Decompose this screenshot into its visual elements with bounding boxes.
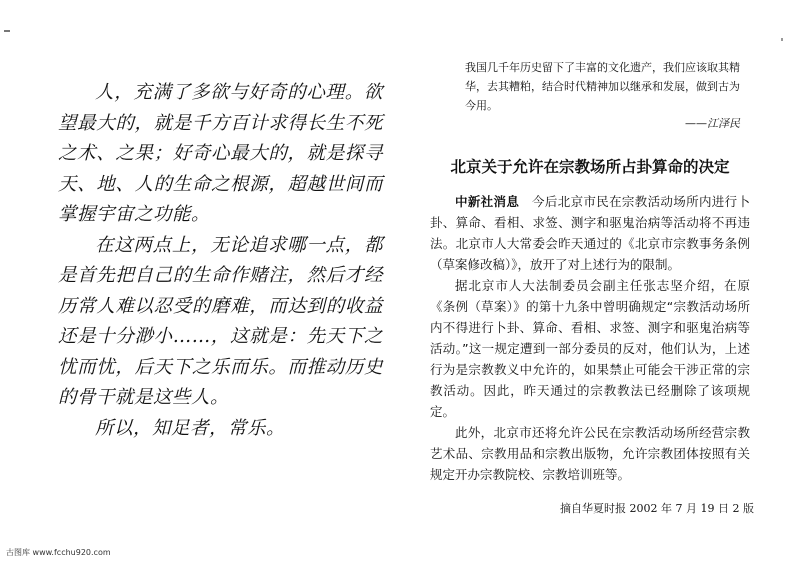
news-clipping-page bbox=[425, 58, 755, 485]
article-paragraph-3: 此外，北京市还将允许公民在宗教活动场所经营宗教艺术品、宗教用品和宗教出版物，允许宗教团体按照有关规定开办宗教院校、宗教培训班等。 bbox=[430, 425, 750, 482]
article-lead: 中新社消息 bbox=[455, 194, 520, 209]
scan-edge-mark bbox=[781, 38, 783, 41]
handwritten-text-page bbox=[58, 78, 383, 444]
left-paragraph-2: 在这两点上，无论追求哪一点，都是首先把自己的生命作赌注，然后才经历常人难以忍受的磨难，而达到的收益还是十分渺小……，这就是：先天下之忧而忧，后天下之乐而乐。而推动历史的骨干就是这些人。 bbox=[58, 234, 383, 408]
left-paragraph-1: 人，充满了多欲与好奇的心理。欲望最大的，就是千方百计求得长生不死之术、之果；好奇心最大的，就是探寻天、地、人的生命之根源，超越世间而掌握宇宙之功能。 bbox=[58, 82, 383, 225]
article-paragraph-1 bbox=[430, 191, 750, 275]
quote-attribution: ——江泽民 bbox=[685, 117, 740, 130]
article-paragraph-1-text: 今后北京市民在宗教活动场所内进行卜卦、算命、看相、求签、测字和驱鬼治病等活动将不再违法。北京市人大常委会昨天通过的《北京市宗教事务条例（草案修改稿）》，放开了对上述行为的限制。 bbox=[430, 194, 750, 272]
left-paragraph-3: 所以，知足者，常乐。 bbox=[95, 417, 286, 439]
article-body bbox=[430, 191, 750, 485]
epigraph-quote: 我国几千年历史留下了丰富的文化遗产，我们应该取其精华，去其糟粕，结合时代精神加以继承和发展，做到古为今用。 bbox=[465, 61, 740, 112]
article-paragraph-2: 据北京市人大法制委员会副主任张志坚介绍，在原《条例（草案）》的第十九条中曾明确规定“宗教活动场所内不得进行卜卦、算命、看相、求签、测字和驱鬼治病等活动。”这一规定遭到一部分委员的反对，他们认为，上述行为是宗教教义中允许的，如果禁止可能会干涉正常的宗教活动。因此，昨天通过的宗教教法已经删除了该项规定。 bbox=[430, 278, 750, 419]
source-citation: 摘自华夏时报 2002 年 7 月 19 日 2 版 bbox=[560, 502, 754, 515]
scan-edge-mark bbox=[4, 30, 10, 32]
article-title: 北京关于允许在宗教场所占卦算命的决定 bbox=[450, 158, 730, 176]
footer-watermark: 古图库 www.fcchu920.com bbox=[6, 548, 111, 557]
